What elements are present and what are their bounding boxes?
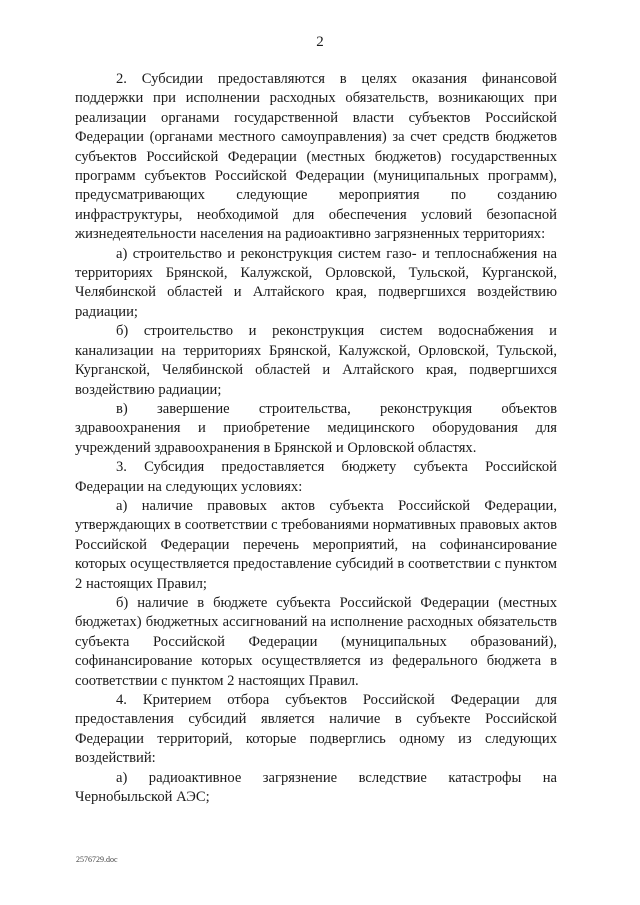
paragraph-2: 2. Субсидии предоставляются в целях оказания финансовой поддержки при исполнении расходных обязательств, возникающих при реализации органами государственной власти субъектов Российской Федерации (органами местного самоуправления) за счет средств бюджетов субъектов Российской Федерации (местных бюджетов) государственных программ субъектов Российской Федерации (муниципальных программ), предусматривающих следующие мероприятия по созданию инфраструктуры, необходимой для обеспечения условий безопасной жизнедеятельности населения на радиоактивно загрязненных территориях: <box>75 71 557 243</box>
paragraph-3a: а) наличие правовых актов субъекта Российской Федерации, утверждающих в соответствии с требованиями нормативных правовых актов Российской Федерации перечень мероприятий, на софинансирование которых осуществляется предоставление субсидий в соответствии с пунктом 2 настоящих Правил; <box>75 497 557 592</box>
document-code: 2576729.doc <box>76 855 118 864</box>
paragraph-2c: в) завершение строительства, реконструкция объектов здравоохранения и приобретение медицинского оборудования для учреждений здравоохранения в Брянской и Орловской областях. <box>75 400 557 456</box>
paragraph-2a: а) строительство и реконструкция систем газо- и теплоснабжения на территориях Брянской, Калужской, Орловской, Тульской, Курганской, Челябинской областей и Алтайского края, подвергшихся воздействию радиации; <box>75 245 557 320</box>
paragraph-4: 4. Критерием отбора субъектов Российской Федерации для предоставления субсидий является наличие в субъекте Российской Федерации территорий, которые подверглись одному из следующих воздействий: <box>75 692 557 767</box>
paragraph-4a: а) радиоактивное загрязнение вследствие катастрофы на Чернобыльской АЭС; <box>75 769 557 806</box>
paragraph-2b: б) строительство и реконструкция систем водоснабжения и канализации на территориях Брянской, Калужской, Орловской, Тульской, Курганской, Челябинской областей и Алтайского края, подвергшихся воздействию радиации; <box>75 323 557 398</box>
paragraph-3: 3. Субсидия предоставляется бюджету субъекта Российской Федерации на следующих условиях: <box>75 459 557 495</box>
paragraph-3b: б) наличие в бюджете субъекта Российской Федерации (местных бюджетах) бюджетных ассигнований на исполнение расходных обязательств субъекта Российской Федерации (муниципальных образований), софинансирование которых осуществляется из федерального бюджета в соответствии с пунктом 2 настоящих Правил. <box>75 594 557 689</box>
page-number: 2 <box>316 34 324 50</box>
document-body <box>75 70 557 807</box>
